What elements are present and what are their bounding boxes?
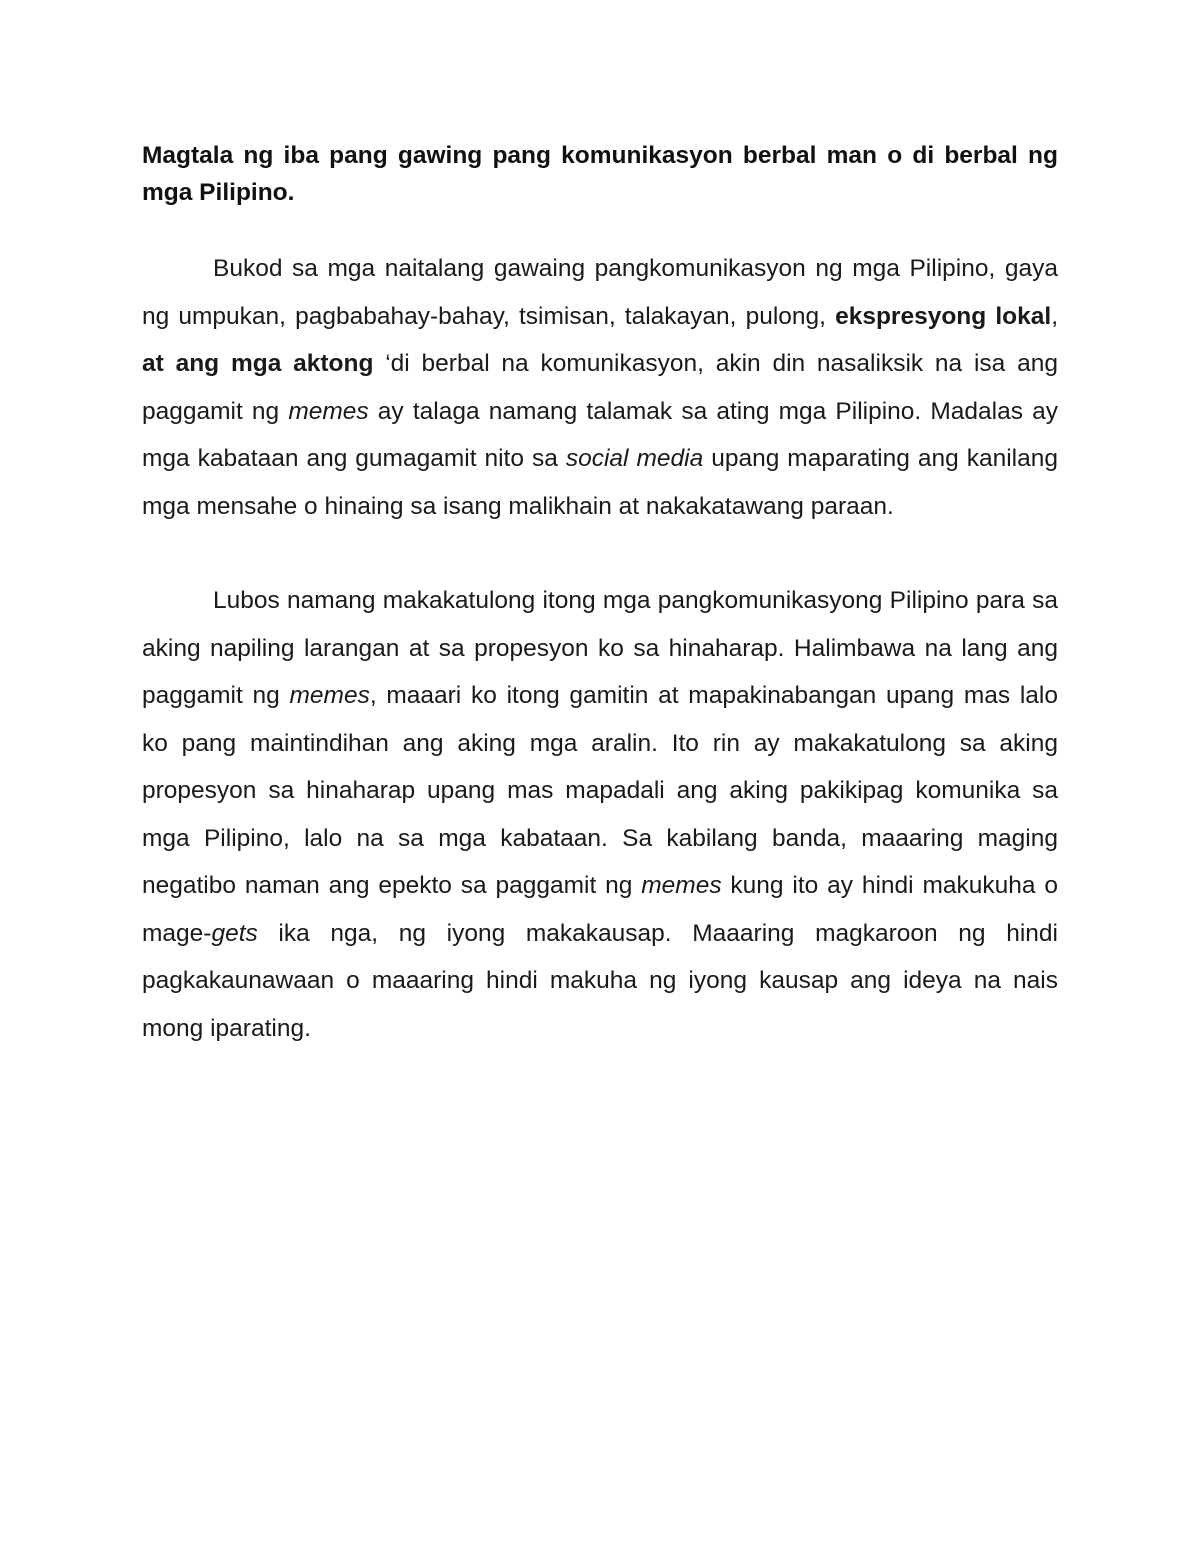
document-heading: Magtala ng iba pang gawing pang komunikasyon berbal man o di berbal ng mga Pilipino. (142, 142, 1058, 206)
paragraph-2 (142, 577, 1058, 1052)
paragraph-1 (142, 245, 1058, 530)
paragraph-1-bold-text: at ang mga aktong (142, 350, 374, 377)
paragraph-1-text: ay talaga namang talamak sa ating mga Pilipino. Madalas ay mga kabataan ang gumagamit nito sa (142, 397, 1058, 472)
paragraph-2-text: kung ito ay hindi makukuha o mage- (142, 872, 1058, 947)
paragraph-1-text: upang maparating ang kanilang mga mensahe o hinaing sa isang malikhain at nakakatawang paraan. (142, 445, 1058, 520)
document-body (142, 137, 1058, 1052)
paragraph-2-italic-text: gets (211, 919, 258, 947)
paragraph-2-text: , maaari ko itong gamitin at mapakinabangan upang mas lalo ko pang maintindihan ang aking mga aralin. Ito rin ay makakatulong sa aking propesyon sa hinaharap upang mas mapadali ang aking pakikipag komunika sa mga Pilipino, lalo na sa mga kabataan. Sa kabilang banda, maaaring maging negatibo naman ang epekto sa paggamit ng (142, 682, 1058, 899)
paragraph-2-italic-text: memes (641, 872, 722, 899)
paragraph-2-text: ika nga, ng iyong makakausap. Maaaring magkaroon ng hindi pagkakaunawaan o maaaring hindi makuha ng iyong kausap ang ideya na nais mong iparating. (142, 919, 1058, 1042)
paragraph-1-text: , (1051, 302, 1058, 330)
paragraph-1-text: Bukod sa mga naitalang gawaing pangkomunikasyon ng mga Pilipino, gaya ng umpukan, pagbabahay-bahay, tsimisan, talakayan, pulong, (142, 255, 1058, 330)
paragraph-1-italic-text: social media (565, 445, 704, 472)
paragraph-1-text: ‘di berbal na komunikasyon, akin din nasaliksik na isa ang paggamit ng (142, 350, 1058, 425)
paragraph-2-text: Lubos namang makakatulong itong mga pangkomunikasyong Pilipino para sa aking napiling larangan at sa propesyon ko sa hinaharap. Halimbawa na lang ang paggamit ng (142, 587, 1058, 709)
paragraph-1-bold-text: ekspresyong lokal (835, 302, 1052, 330)
paragraph-1-italic-text: memes (288, 397, 369, 425)
paragraph-2-italic-text: memes (289, 682, 370, 709)
